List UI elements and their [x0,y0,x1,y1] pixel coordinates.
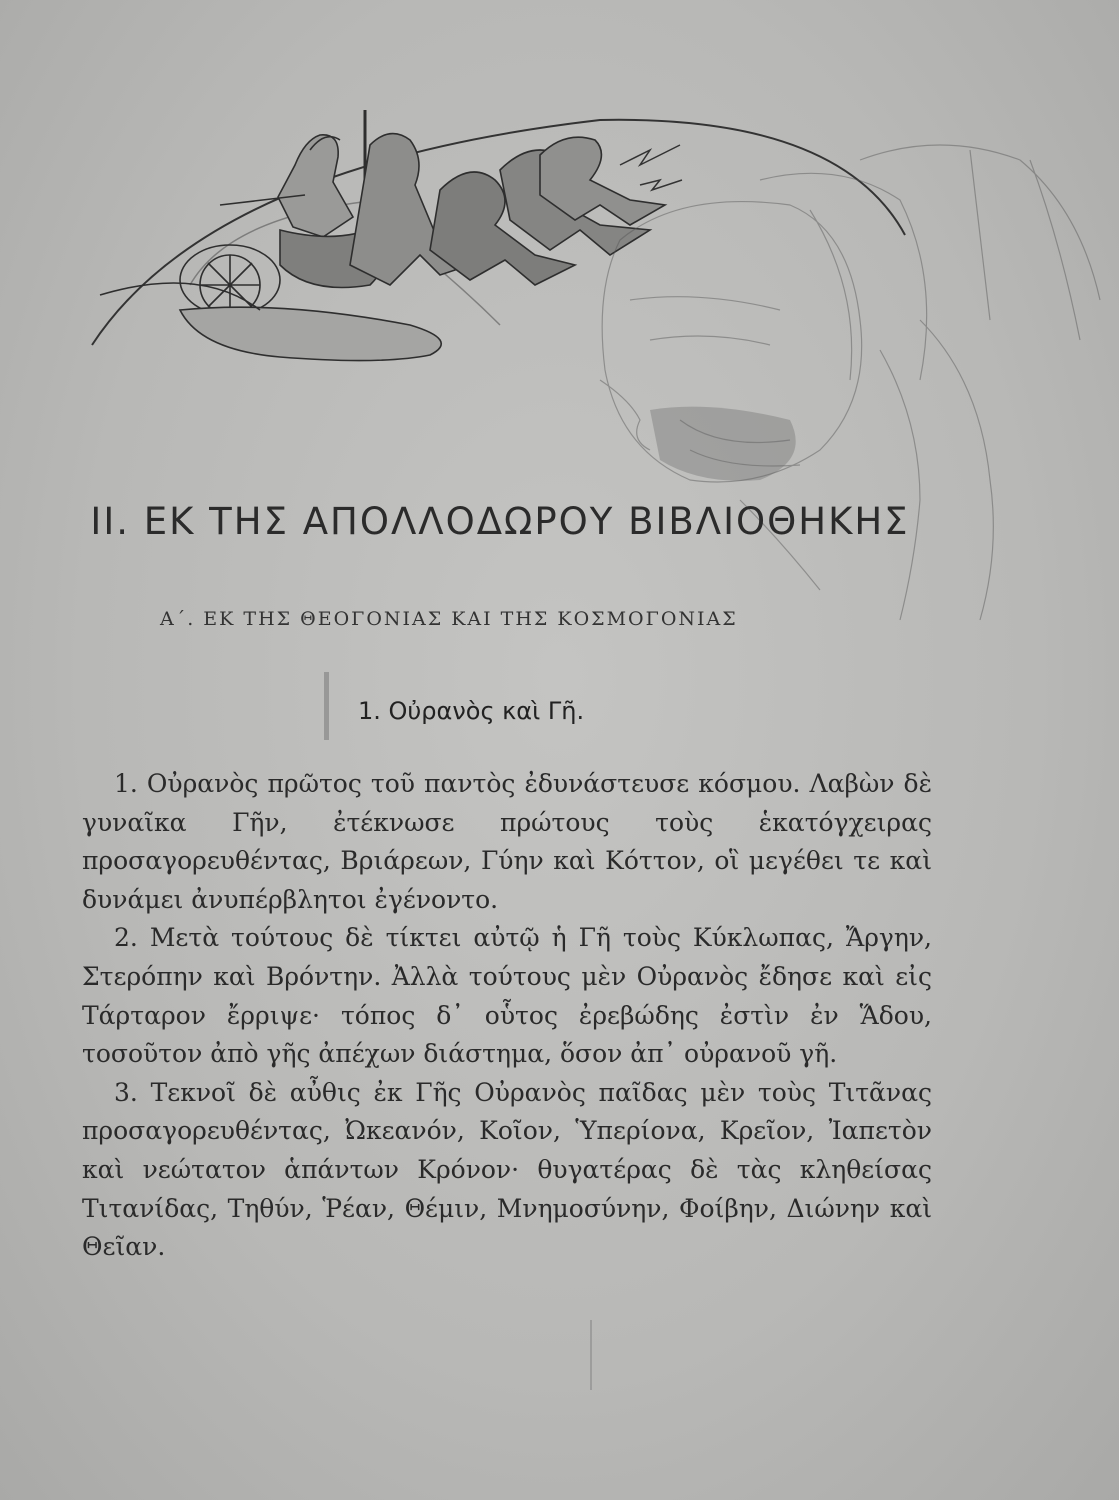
paragraph: 1. Οὐρανὸς πρῶτος τοῦ παντὸς ἐδυνάστευσε κόσμου. Λαβὼν δὲ γυναῖκα Γῆν, ἐτέκνωσε πρώτους τοὺς ἑκατόγχειρας προσαγορευθέντας, Βριάρεων, Γύην καὶ Κόττον, οἳ μεγέθει τε καὶ δυνάμει ἀνυπέρβλητοι ἐγένοντο. [82,769,932,914]
section-heading: Α΄. ΕΚ ΤΗΣ ΘΕΟΓΟΝΙΑΣ ΚΑΙ ΤΗΣ ΚΟΣΜΟΓΟΝΙΑΣ [160,608,738,630]
paragraph: 3. Τεκνοῖ δὲ αὖθις ἐκ Γῆς Οὐρανὸς παῖδας μὲν τοὺς Τιτᾶνας προσαγορευθέντας, Ὠκεανόν, Κοῖον, Ὑπερίονα, Κρεῖον, Ἰαπετὸν καὶ νεώτατον ἁπάντων Κρόνον· θυγατέρας δὲ τὰς κληθείσας Τιτανίδας, Τηθύν, Ῥέαν, Θέμιν, Μνημοσύνην, Φοίβην, Διώνην καὶ Θεῖαν. [82,1077,932,1262]
margin-pencil-mark [590,1320,592,1390]
chapter-heading: 1. Οὐρανὸς καὶ Γῆ. [358,697,585,725]
pencil-sketch-face [560,120,1119,640]
main-title-text: II. ΕΚ ΤΗΣ ΑΠΟΛΛΟΔΩΡΟΥ ΒΙΒΛΙΟΘΗΚΗΣ [90,500,910,543]
paragraph: 2. Μετὰ τούτους δὲ τίκτει αὐτῷ ἡ Γῆ τοὺς Κύκλωπας, Ἄργην, Στερόπην καὶ Βρόντην. Ἀλλὰ τούτους μὲν Οὐρανὸς ἔδησε καὶ εἰς Τάρταρον ἔρριψε· τόπος δ᾽ οὗτος ἐρεβώδης ἐστὶν ἐν Ἅδου, τοσοῦτον ἀπὸ γῆς ἀπέχων διάστημα, ὅσον ἀπ᾽ οὐρανοῦ γῆ. [82,923,932,1069]
body-text [82,765,932,1267]
margin-pencil-mark [324,672,329,740]
main-title [0,500,1000,543]
